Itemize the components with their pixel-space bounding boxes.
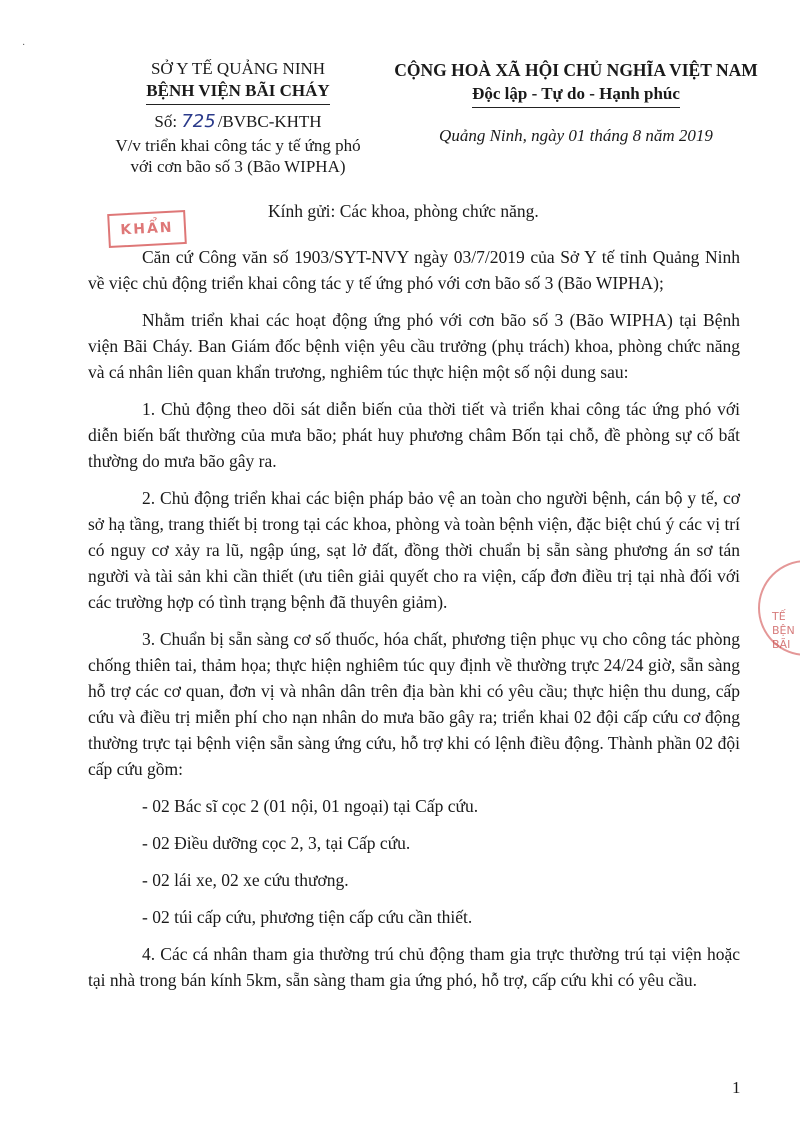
page-number: 1 [732, 1078, 741, 1097]
document-reference [88, 111, 388, 133]
issuer-unit: BỆNH VIỆN BÃI CHÁY [146, 80, 329, 105]
handwritten-number: 725 [181, 111, 216, 132]
team-member-4: - 02 túi cấp cứu, phương tiện cấp cứu cần thiết. [142, 907, 473, 927]
subject-line-1: V/v triển khai công tác y tế ứng phó [115, 136, 361, 155]
reference-prefix: Số: [154, 112, 178, 131]
paragraph-basis: Căn cứ Công văn số 1903/SYT-NVY ngày 03/7/2019 của Sở Y tế tỉnh Quảng Ninh về việc chủ động triển khai công tác y tế ứng phó với cơn bão số 3 (Bão WIPHA); [88, 247, 740, 293]
national-motto: Độc lập - Tự do - Hạnh phúc [472, 82, 680, 108]
national-header [384, 58, 768, 148]
seal-text-line: TẾ [772, 610, 786, 623]
issuer-org: SỞ Y TẾ QUẢNG NINH [150, 59, 326, 78]
item-4: 4. Các cá nhân tham gia thường trú chủ động tham gia trực thường trú tại viện hoặc tại nhà trong bán kính 5km, sẵn sàng tham gia ứng phó, hỗ trợ, cấp cứu khi có yêu cầu. [88, 944, 740, 990]
recipient-line: Kính gửi: Các khoa, phòng chức năng. [268, 201, 539, 221]
seal-text-line: BỆN [772, 624, 795, 637]
scan-mark-icon: · [22, 40, 26, 51]
item-1: 1. Chủ động theo dõi sát diễn biến của thời tiết và triển khai công tác ứng phó với diễn biến bất thường của mưa bão; phát huy phương châm Bốn tại chỗ, đề phòng sự cố bất thường do mưa bão gây ra. [88, 399, 740, 471]
subject-line-2: với cơn bão số 3 (Bão WIPHA) [130, 157, 346, 176]
document-body [88, 244, 740, 1004]
place-date: Quảng Ninh, ngày 01 tháng 8 năm 2019 [439, 126, 713, 145]
team-member-1: - 02 Bác sĩ cọc 2 (01 nội, 01 ngoại) tại Cấp cứu. [142, 796, 479, 816]
team-member-2: - 02 Điều dưỡng cọc 2, 3, tại Cấp cứu. [142, 833, 411, 853]
seal-text [772, 610, 795, 652]
team-member-3: - 02 lái xe, 02 xe cứu thương. [142, 870, 349, 890]
item-2: 2. Chủ động triển khai các biện pháp bảo vệ an toàn cho người bệnh, cán bộ y tế, cơ sở hạ tầng, trang thiết bị trong tại các khoa, phòng và toàn bệnh viện, đặc biệt chú ý các vị trí có nguy cơ xảy ra lũ, ngập úng, sạt lở đất, đồng thời chuẩn bị sẵn sàng phương án sơ tán người và tài sản khi cần thiết (ưu tiên giải quyết cho ra viện, cấp đơn điều trị tại nhà đối với các trường hợp có tình trạng bệnh đã thuyên giảm). [88, 488, 740, 612]
seal-text-line: BÃI [772, 638, 791, 651]
nation-title: CỘNG HOÀ XÃ HỘI CHỦ NGHĨA VIỆT NAM [394, 60, 758, 80]
issuer-block [88, 58, 388, 177]
paragraph-purpose: Nhằm triển khai các hoạt động ứng phó với cơn bão số 3 (Bão WIPHA) tại Bệnh viện Bãi Cháy. Ban Giám đốc bệnh viện yêu cầu trưởng (phụ trách) khoa, phòng chức năng và cá nhân liên quan khẩn trương, nghiêm túc thực hiện một số nội dung sau: [88, 310, 740, 382]
reference-suffix: /BVBC-KHTH [217, 112, 322, 131]
urgent-stamp: KHẨN [107, 210, 187, 248]
item-3: 3. Chuẩn bị sẵn sàng cơ số thuốc, hóa chất, phương tiện phục vụ cho công tác phòng chống thiên tai, thảm họa; thực hiện nghiêm túc quy định về thường trực 24/24 giờ, sẵn sàng hỗ trợ các cơ quan, đơn vị và nhân dân trên địa bàn khi có yêu cầu; thực hiện thu dung, cấp cứu và điều trị miễn phí cho nạn nhân do mưa bão gây ra; triển khai 02 đội cấp cứu cơ động thường trực tại bệnh viện sẵn sàng ứng cứu, hỗ trợ khi có lệnh điều động. Thành phần 02 đội cấp cứu gồm: [88, 629, 740, 779]
